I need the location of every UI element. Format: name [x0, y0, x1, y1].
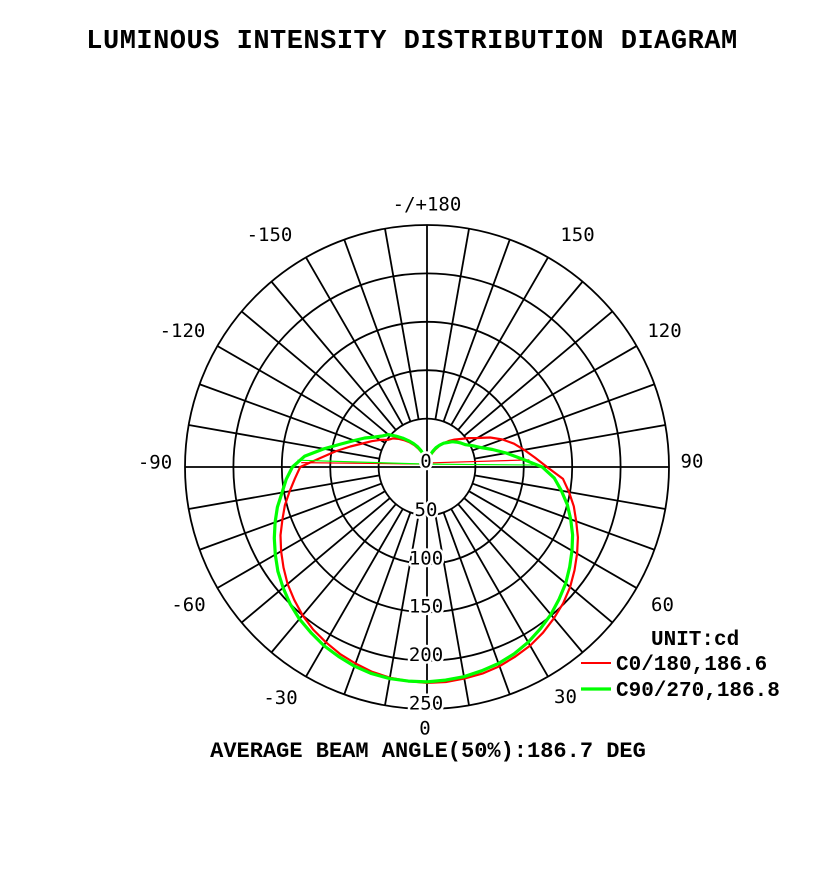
- angle-label-150: 150: [560, 224, 595, 246]
- page-title: LUMINOUS INTENSITY DISTRIBUTION DIAGRAM: [86, 27, 738, 57]
- angle-label-60: 60: [651, 594, 674, 616]
- ring-label-150: 150: [408, 595, 444, 618]
- angle-label--150: -150: [246, 224, 293, 246]
- angle-label-90: 90: [680, 450, 704, 473]
- polar-grid-spoke: [444, 240, 510, 422]
- legend: [581, 629, 780, 703]
- angle-label--120: -120: [159, 320, 206, 342]
- legend-label-c0: C0/180,186.6: [616, 654, 768, 677]
- polar-grid-spoke: [472, 384, 654, 450]
- angle-label-30: 30: [554, 686, 577, 708]
- angle-label--60: -60: [171, 594, 206, 616]
- legend-unit-label: UNIT:cd: [651, 629, 740, 652]
- legend-label-c90: C90/270,186.8: [616, 680, 780, 703]
- ring-label-250: 250: [408, 692, 444, 715]
- c0-180-chord: [432, 460, 529, 463]
- polar-grid-spoke: [435, 229, 469, 420]
- angle-label-180: -/+180: [392, 193, 462, 216]
- ring-label-100: 100: [408, 547, 444, 570]
- angle-label-0: 0: [419, 717, 431, 740]
- ring-label-50: 50: [414, 498, 438, 521]
- c90-270-chord: [427, 464, 538, 465]
- polar-grid-spoke: [189, 475, 380, 509]
- angle-label--90: -90: [137, 451, 173, 474]
- polar-grid-spoke: [200, 484, 382, 550]
- angle-label--30: -30: [263, 687, 298, 709]
- ring-label-200: 200: [408, 644, 444, 667]
- ring-label-0: 0: [420, 450, 432, 473]
- polar-grid-spoke: [385, 229, 419, 420]
- polar-grid-spoke: [344, 240, 410, 422]
- average-beam-angle-caption: AVERAGE BEAM ANGLE(50%):186.7 DEG: [210, 739, 646, 764]
- angle-label-120: 120: [647, 320, 682, 342]
